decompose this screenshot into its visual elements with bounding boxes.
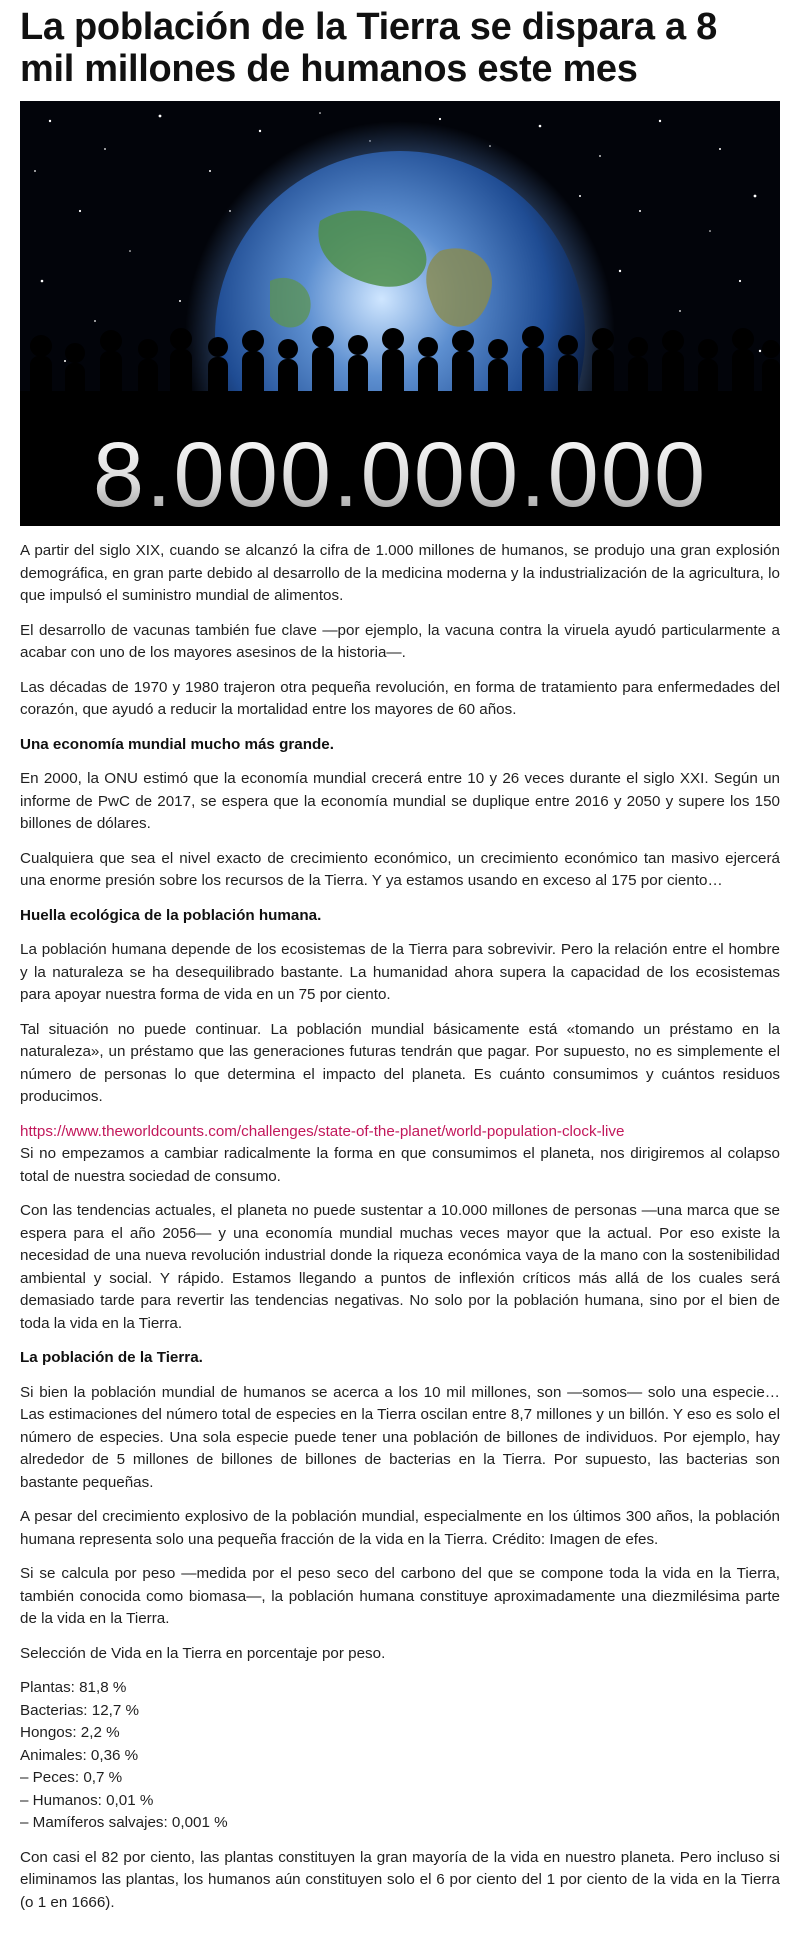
article-body bbox=[20, 540, 780, 1914]
hero-image bbox=[20, 101, 780, 526]
list-item: – Humanos: 0,01 % bbox=[20, 1791, 154, 1809]
list-item: – Peces: 0,7 % bbox=[20, 1769, 123, 1786]
paragraph: A pesar del crecimiento explosivo de la población mundial, especialmente en los últimos 300 años, la población humana representa solo una pequeña fracción de la vida en la Tierra. Crédito: Imagen de efes. bbox=[20, 1508, 780, 1548]
paragraph: Con casi el 82 por ciento, las plantas constituyen la gran mayoría de la vida en nuestro planeta. Pero incluso si eliminamos las plantas, los humanos aún constituyen solo el 6 por ciento del 1 por ciento de la vida en la Tierra (o 1 en 1666). bbox=[20, 1848, 780, 1911]
list-item: Animales: 0,36 % bbox=[20, 1746, 139, 1764]
paragraph: Las décadas de 1970 y 1980 trajeron otra pequeña revolución, en forma de tratamiento para enfermedades del corazón, que ayudó a reducir la mortalidad entre los mayores de 60 años. bbox=[20, 678, 780, 718]
paragraph: Tal situación no puede continuar. La población mundial básicamente está «tomando un préstamo en la naturaleza», un préstamo que las generaciones futuras tendrán que pagar. Por supuesto, no es simplemente el número de personas lo que determina el impacto del planeta. Es cuánto consumimos y cuántos residuos producimos. bbox=[20, 1020, 780, 1105]
section-heading: Huella ecológica de la población humana. bbox=[20, 906, 322, 924]
paragraph: La población humana depende de los ecosistemas de la Tierra para sobrevivir. Pero la relación entre el hombre y la naturaleza se ha desequilibrado bastante. La humanidad ahora supera la capacidad de los ecosistemas para apoyar nuestra forma de vida en un 75 por ciento. bbox=[20, 941, 780, 1003]
list-item: Bacterias: 12,7 % bbox=[20, 1701, 140, 1719]
paragraph: En 2000, la ONU estimó que la economía mundial crecerá entre 10 y 26 veces durante el siglo XXI. Según un informe de PwC de 2017, se espera que la economía mundial se duplique entre 2016 y 2050 y supere los 150 billones de dólares. bbox=[20, 770, 780, 832]
biomass-list bbox=[20, 1677, 780, 1835]
list-item: Plantas: 81,8 % bbox=[20, 1679, 127, 1696]
hero-caption: 8.000.000.000 bbox=[92, 424, 708, 526]
paragraph: Con las tendencias actuales, el planeta no puede sustentar a 10.000 millones de personas —una marca que se espera para el año 2056— y una economía mundial muchas veces mayor que la actual. Por eso existe la necesidad de una nueva revolución industrial donde la riqueza económica vaya de la mano con la sostenibilidad ambiental y social. Y rápido. Estamos llegando a puntos de inflexión críticos más allá de los cuales será demasiado tarde para revertir las tendencias negativas. No solo por la población humana, sino por el bien de toda la vida en la Tierra. bbox=[20, 1202, 780, 1332]
paragraph: Si bien la población mundial de humanos se acerca a los 10 mil millones, son —somos— solo una especie… Las estimaciones del número total de especies en la Tierra oscilan entre 8,7 millones y un billón. Y eso es solo el número de especies. Una sola especie puede tener una población de billones de individuos. Por ejemplo, hay alrededor de 5 millones de billones de billones de bacterias en la Tierra. Por supuesto, las bacterias son bastante pequeñas. bbox=[20, 1383, 780, 1491]
paragraph: El desarrollo de vacunas también fue clave —por ejemplo, la vacuna contra la viruela ayudó particularmente a acabar con uno de los mayores asesinos de la historia—. bbox=[20, 621, 780, 661]
list-item: Hongos: 2,2 % bbox=[20, 1724, 120, 1741]
article-title: La población de la Tierra se dispara a 8 mil millones de humanos este mes bbox=[20, 6, 717, 90]
link-paragraph bbox=[20, 1121, 780, 1144]
source-link[interactable]: https://www.theworldcounts.com/challenges/state-of-the-planet/world-population-clock-live bbox=[20, 1122, 625, 1140]
paragraph: Si no empezamos a cambiar radicalmente la forma en que consumimos el planeta, nos dirigiremos al colapso total de nuestra sociedad de consumo. bbox=[20, 1145, 780, 1185]
paragraph: Si se calcula por peso —medida por el peso seco del carbono del que se compone toda la vida en la Tierra, también conocida como biomasa—, la población humana constituye aproximadamente una diezmilésima parte de la vida en la Tierra. bbox=[20, 1565, 780, 1627]
paragraph: A partir del siglo XIX, cuando se alcanzó la cifra de 1.000 millones de humanos, se produjo una gran explosión demográfica, en gran parte debido al desarrollo de la medicina moderna y la industrialización de la agricultura, lo que impulsó el suministro mundial de alimentos. bbox=[20, 542, 780, 604]
paragraph: Cualquiera que sea el nivel exacto de crecimiento económico, un crecimiento económico tan masivo ejercerá una enorme presión sobre los recursos de la Tierra. Y ya estamos usando en exceso al 175 por ciento… bbox=[20, 849, 780, 889]
section-heading: Una economía mundial mucho más grande. bbox=[20, 735, 334, 753]
list-item: – Mamíferos salvajes: 0,001 % bbox=[20, 1814, 228, 1831]
paragraph: Selección de Vida en la Tierra en porcentaje por peso. bbox=[20, 1644, 386, 1662]
section-heading: La población de la Tierra. bbox=[20, 1349, 203, 1366]
